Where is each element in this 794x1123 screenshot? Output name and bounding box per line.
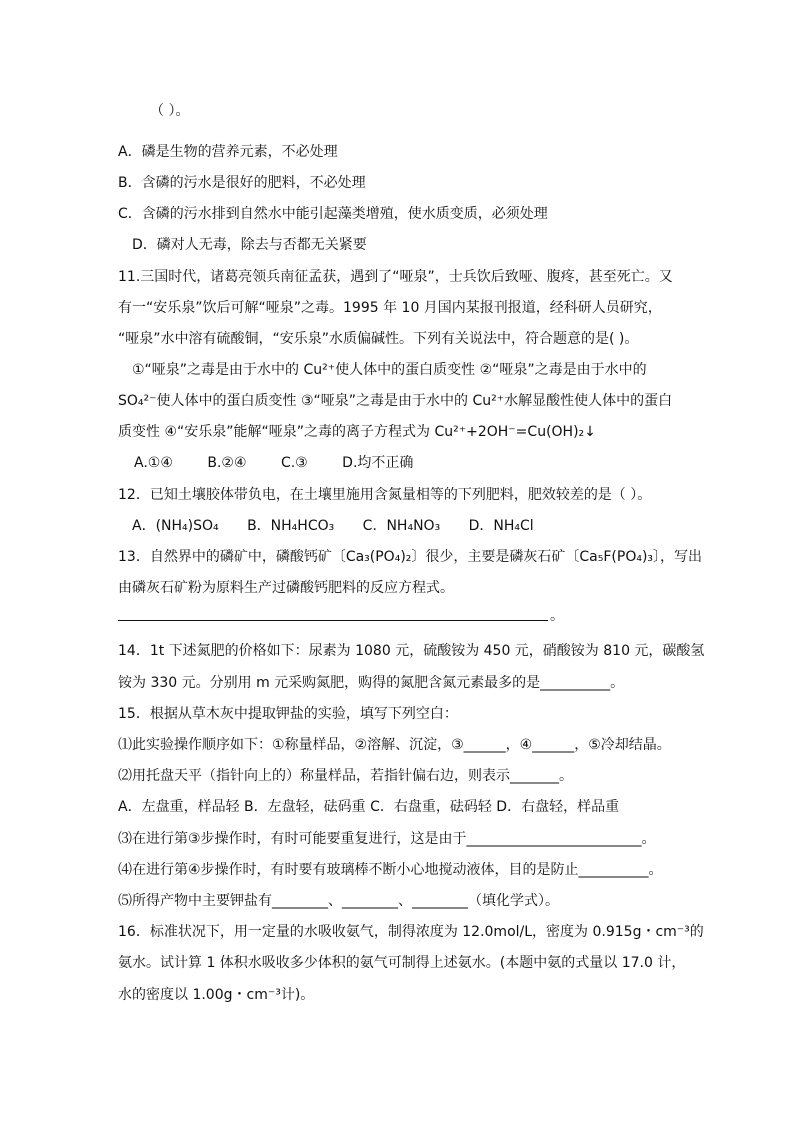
q15-part2: ⑵用托盘天平（指针向上的）称量样品，若指针偏右边，则表示_______。 <box>118 768 573 784</box>
q14-stem-line2: 铵为 330 元。分别用 m 元采购氮肥，购得的氮肥含氮元素最多的是__________。 <box>118 675 625 691</box>
q15-part5: ⑸所得产物中主要钾盐有________、________、________（填化学式）。 <box>118 893 559 909</box>
q13-stem-line2: 由磷灰石矿粉为原料生产过磷酸钙肥料的反应方程式。 <box>118 580 454 596</box>
q11-options: A.①④ B.②④ C.③ D.均不正确 <box>134 455 414 471</box>
q10-option-a: A．磷是生物的营养元素，不必处理 <box>118 144 338 160</box>
q11-stem-line2: 有一“安乐泉”饮后可解“哑泉”之毒。1995 年 10 月国内某报刊报道，经科研人员研究， <box>118 300 662 316</box>
q14-stem-line1: 14．1t 下述氮肥的价格如下：尿素为 1080 元，硫酸铵为 450 元，硝酸铵为 810 元，碳酸氢 <box>118 643 705 659</box>
q15-part1: ⑴此实验操作顺序如下：①称量样品，②溶解、沉淀，③______，④______，⑤冷却结晶。 <box>118 737 671 753</box>
q13-answer-line <box>118 620 548 621</box>
q10-option-b: B．含磷的污水是很好的肥料，不必处理 <box>118 175 366 191</box>
q11-statement-line1: ①“哑泉”之毒是由于水中的 Cu²⁺使人体中的蛋白质变性 ②“哑泉”之毒是由于水中的 <box>132 362 647 378</box>
q16-stem-line1: 16．标准状况下，用一定量的水吸收氨气，制得浓度为 12.0mol/L，密度为 0.915g・cm⁻³的 <box>118 924 704 940</box>
q12-stem: 12．已知土壤胶体带负电，在土壤里施用含氮量相等的下列肥料，肥效较差的是（ ）。 <box>118 487 652 503</box>
q15-part4: ⑷在进行第④步操作时，有时要有玻璃棒不断小心地搅动液体，目的是防止__________。 <box>118 862 663 878</box>
q13-stem-line1: 13．自然界中的磷矿中，磷酸钙矿〔Ca₃(PO₄)₂〕很少，主要是磷灰石矿〔Ca₅F(PO₄)₃〕，写出 <box>118 549 703 565</box>
q10-option-c: C．含磷的污水排到自然水中能引起藻类增殖，使水质变质，必须处理 <box>118 206 548 222</box>
q16-stem-line3: 水的密度以 1.00g・cm⁻³计)。 <box>118 987 315 1003</box>
q11-stem-line3: “哑泉”水中溶有硫酸铜，“安乐泉”水质偏碱性。下列有关说法中，符合题意的是( )。 <box>118 331 639 347</box>
q11-stem-line1: 11.三国时代，诸葛亮领兵南征孟获，遇到了“哑泉”，士兵饮后致哑、腹疼，甚至死亡。又 <box>118 269 673 285</box>
q15-stem: 15．根据从草木灰中提取钾盐的实验，填写下列空白： <box>118 706 458 722</box>
q10-option-d: D．磷对人无毒，除去与否都无关紧要 <box>132 237 367 253</box>
q12-options: A．(NH₄)SO₄ B．NH₄HCO₃ C．NH₄NO₃ D．NH₄Cl <box>132 518 534 534</box>
q15-part3: ⑶在进行第③步操作时，有时可能要重复进行，这是由于_________________________。 <box>118 831 656 847</box>
q11-statement-line3: 质变性 ④“安乐泉”能解“哑泉”之毒的离子方程式为 Cu²⁺+2OH⁻=Cu(OH)₂↓ <box>118 424 596 440</box>
q13-answer-end: 。 <box>550 608 564 624</box>
q11-statement-line2: SO₄²⁻使人体中的蛋白质变性 ③“哑泉”之毒是由于水中的 Cu²⁺水解显酸性使人体中的蛋白 <box>118 393 673 409</box>
q16-stem-line2: 氨水。试计算 1 体积水吸收多少体积的氨气可制得上述氨水。(本题中氨的式量以 17.0 计， <box>118 955 686 971</box>
q15-part2-options: A．左盘重，样品轻 B．左盘轻，砝码重 C．右盘重，砝码轻 D．右盘轻，样品重 <box>118 799 620 815</box>
q10-answer-blank: （ ）。 <box>150 103 190 119</box>
